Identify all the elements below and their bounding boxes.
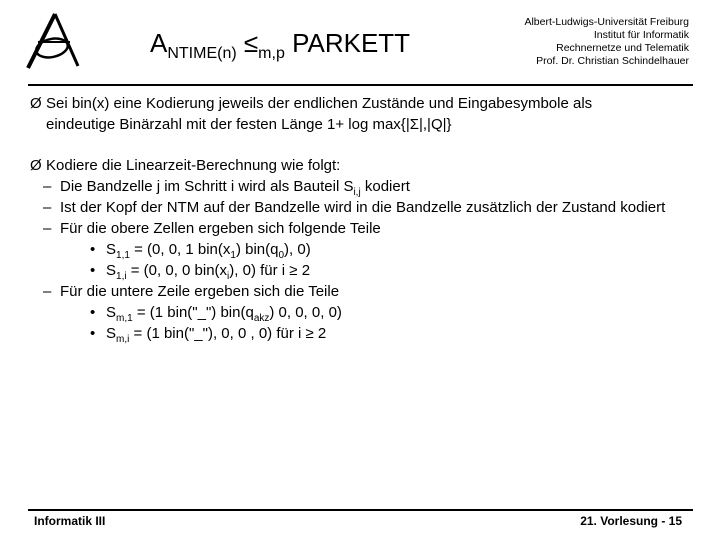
footer-divider <box>28 509 693 511</box>
formula-item: • $S_{1,1} = (0$, 0, 1 $bin(x_1)$ $bin(q_0)$, 0) <box>90 241 311 261</box>
institution-line: Rechnernetze und Telematik <box>556 42 689 54</box>
slide-content <box>30 93 690 344</box>
sub-item: – Ist der Kopf der NTM auf der Bandzelle wird in die Bandzelle zusätzlich der Zustand kodiert <box>43 199 666 216</box>
bullet-heading: Kodiere die Linearzeit-Berechnung wie folgt: <box>46 157 341 174</box>
sub-item: – Für die untere Zeile ergeben sich die Teile <box>43 283 340 300</box>
formula-item: • $S_{m,1} = (1$ bin("_") $bin(q_{akz})$ 0, 0, 0, 0) <box>90 304 342 324</box>
bullet-encoding <box>30 93 690 135</box>
institution-line: Prof. Dr. Christian Schindelhauer <box>536 55 689 67</box>
university-logo-icon <box>22 8 88 74</box>
bullet-arrow-icon: Ø <box>30 157 42 174</box>
institution-line: Albert-Ludwigs-Universität Freiburg <box>524 16 689 28</box>
bullet-text: eindeutige Binärzahl mit der festen Länge 1+ log max{|Σ|,|Q|} <box>46 116 452 133</box>
formula-item: • $S_{m,i} = (1$ bin("_"), 0, 0 , 0) für i ≥ 2 <box>90 325 327 345</box>
bullet-arrow-icon: Ø <box>30 95 42 112</box>
bullet-text: Sei bin(x) eine Kodierung jeweils der endlichen Zustände und Eingabesymbole als <box>46 95 593 112</box>
sub-item: – Die Bandzelle j im Schritt i wird als Bauteil $S_{i,j}$ kodiert <box>43 178 410 198</box>
formula-item: • $S_{1,i} = (0$, 0, 0 $bin(x_i)$, 0) für i ≥ 2 <box>90 262 311 282</box>
institution-block <box>449 16 689 68</box>
header-divider <box>28 84 693 86</box>
bullet-linear-time <box>30 155 690 176</box>
page-title: $A_{NTIME(n)} \le_{m,p}$ PARKETT <box>150 28 411 62</box>
course-label: Informatik III <box>34 514 106 528</box>
slide-number: 21. Vorlesung - 15 <box>580 514 682 528</box>
institution-line: Institut für Informatik <box>593 29 689 41</box>
sub-item: – Für die obere Zellen ergeben sich folgende Teile <box>43 220 381 237</box>
